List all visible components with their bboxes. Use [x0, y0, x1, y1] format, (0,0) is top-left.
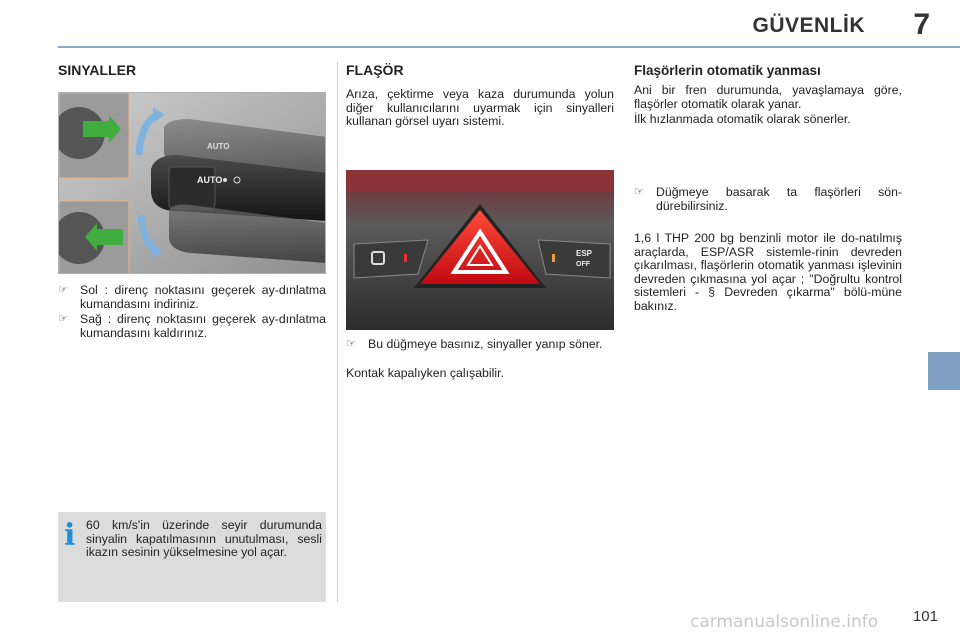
- bullet-left-signal: ☞ Sol : direnç noktasını geçerek ay-dınlatma kumandasını indiriniz.: [58, 283, 326, 311]
- stalk-illustration: [59, 93, 326, 274]
- otomatik-para3: 1,6 l THP 200 bg benzinli motor ile do-natılmış araçlarda, ESP/ASR sistemle-rinin devreden çıkarılması, flaşörlerin otomatik yanması işlevinin devreden çıkmasına yol açar ; "Doğrultu kontrol sistemleri - § Devreden çıkarma" bölü-müne bakınız.: [634, 231, 902, 313]
- sinyaller-title: SINYALLER: [58, 62, 137, 78]
- flasor-description: Arıza, çektirme veya kaza durumunda yolun diğer kullanıcılarını uyarmak için sinyalleri kullanan görsel uyarı sistemi.: [346, 87, 614, 128]
- bullet-press-hazard: ☞ Bu düğmeye basınız, sinyaller yanıp söner.: [346, 337, 603, 351]
- hazard-button-photo: [346, 170, 614, 330]
- flasor-title: FLAŞÖR: [346, 62, 404, 78]
- bullet-hand-icon: ☞: [346, 338, 356, 350]
- bullet-hand-icon: ☞: [634, 186, 644, 198]
- esp-off-label: OFF: [576, 261, 590, 268]
- chapter-title: GÜVENLİK: [752, 14, 865, 37]
- info-text: 60 km/s'in üzerinde seyir durumunda sinyalin kapatılmasının unutulması, sesli ikazın sesinin yükselmesine yol açar.: [86, 518, 322, 559]
- hazard-illustration: [346, 170, 614, 330]
- bullet-hand-icon: ☞: [58, 313, 68, 325]
- watermark: carmanualsonline.info: [690, 612, 879, 632]
- header-rule: [58, 46, 960, 48]
- flasor-footer: Kontak kapalıyken çalışabilir.: [346, 366, 504, 380]
- info-box: [58, 512, 326, 602]
- bullet-right-signal: ☞ Sağ : direnç noktasını geçerek ay-dınlatma kumandasını kaldırınız.: [58, 312, 326, 340]
- stalk-auto-label-top: AUTO: [207, 142, 230, 151]
- info-icon: i: [64, 518, 76, 553]
- turn-signal-stalk-photo: [58, 92, 326, 274]
- bullet-hand-icon: ☞: [58, 284, 68, 296]
- chapter-number: 7: [913, 8, 930, 41]
- otomatik-para2: İlk hızlanmada otomatik olarak sönerler.: [634, 112, 851, 126]
- otomatik-para1: Ani bir fren durumunda, yavaşlamaya göre, flaşörler otomatik olarak yanar.: [634, 83, 902, 111]
- bullet-switch-off: ☞ Düğmeye basarak ta flaşörleri sön-dürebilirsiniz.: [634, 185, 902, 213]
- column-divider: [337, 62, 338, 602]
- chapter-side-tab: [928, 352, 960, 390]
- stalk-auto-label-mid: AUTO: [197, 175, 223, 185]
- page-number: 101: [912, 608, 938, 625]
- otomatik-title: Flaşörlerin otomatik yanması: [634, 63, 821, 78]
- esp-label: ESP: [576, 249, 593, 258]
